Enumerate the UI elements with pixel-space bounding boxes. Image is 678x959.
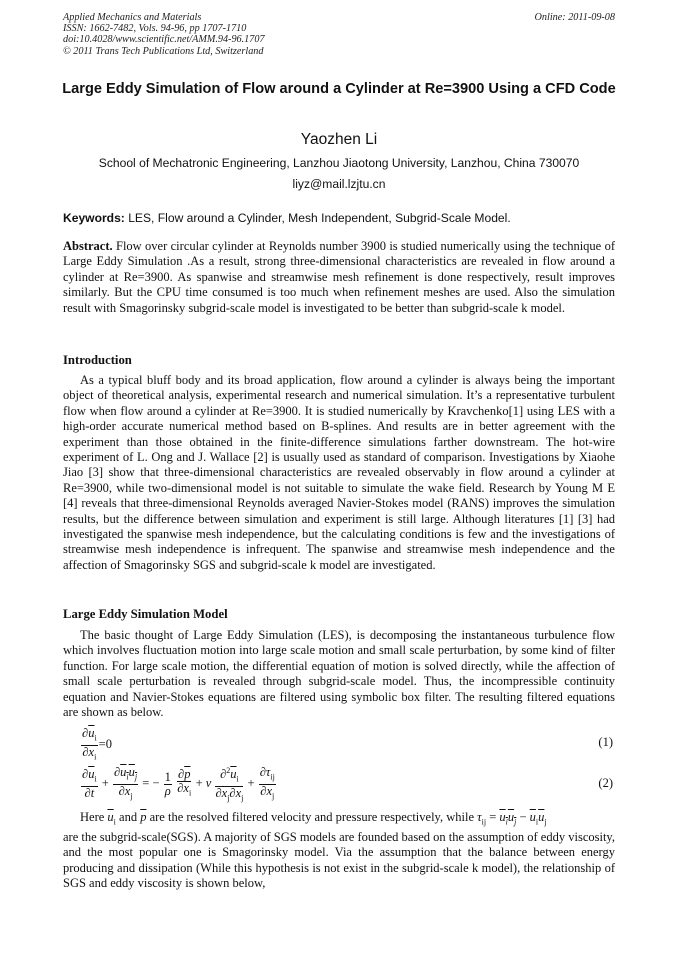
equation-number-1: (1) (598, 735, 613, 749)
author-name: Yaozhen Li (300, 131, 378, 148)
eq1-rhs: =0 (98, 736, 112, 751)
after-equations-first-line: Here $\overline{u}_i$ and $\overline{p}$ are the resolved filtered velocity and pressure respectively, while $\tau_{ij} = u_iu_j - \overline{u}_i\overline{u}_j$ (80, 810, 547, 827)
section-heading-les-model: Large Eddy Simulation Model (63, 607, 228, 621)
introduction-paragraph: As a typical bluff body and its broad application, flow around a cylinder is always being the important object of theoretical analysis, experimental research and numerical simulation. It’s a representative turbulent flow when flow around a cylinder at Re=3900. It is studied numerically by Kravchenko[1] using LES with a high-order accurate numerical method based on B-splines. And results are in better agreement with the experiment than those obtained in the finite-difference simulations farther downstream. The hot-wire experiment of L. Ong and J. Wallace [2] is usually used as standard of comparison. Investigations by Xiaohe Jiao [3] show that three-dimensional characteristics are revealed observably in flow around a cylinder at Re=3900, while two-dimensional model is not suitable to simulate the wake field. Research by Young M E [4] reveals that three-dimensional Reynolds averaged Navier-Stokes model (RANS) improves the simulation results, but the difference between simulation and experiment is still large. Although literatures [1] [3] had investigated the spanwise mesh independence, but the calculating conditions is few and the investigations of streamwise mesh independence is infrequent. The spanwise and streamwise mesh independence and the affection of Smagorinsky SGS and subgrid-scale k model are investigated. (63, 373, 615, 572)
after-equations-body (63, 810, 615, 892)
section-heading-introduction: Introduction (63, 353, 132, 367)
abstract (63, 239, 615, 316)
abstract-label: Abstract. (63, 239, 113, 253)
affiliation: School of Mechatronic Engineering, Lanzhou Jiaotong University, Lanzhou, China 730070 (98, 156, 580, 170)
equation-continuity: $\frac{\partial\overline{u}_i}{\partial x_i}$ =0 (82, 726, 112, 761)
journal-header (63, 12, 615, 57)
introduction-body (63, 373, 615, 573)
equation-number-2: (2) (598, 776, 613, 790)
abstract-text: Flow over circular cylinder at Reynolds number 3900 is studied numerically using the technique of Large Eddy Simulation .As a result, strong three-dimensional characteristics are revealed in flow around a cylinder at Re=3900. As spanwise and streamwise mesh refinement is done respectively, result improves similarly. But the CPU time consumed is too much when refinement meshes are used. Also the simulation result with Smagorinsky subgrid-scale model is investigated to be better than subgrid-scale k model. (63, 239, 615, 315)
keywords (63, 211, 615, 225)
online-date: Online: 2011-09-08 (534, 12, 615, 23)
issn-line: ISSN: 1662-7482, Vols. 94-96, pp 1707-1710 (63, 23, 247, 35)
les-model-paragraph: The basic thought of Large Eddy Simulation (LES), is decomposing the instantaneous turbulence flow which involves fluctuation motion into large scale motion and small scale perturbation, by some kind of filter function. For large scale motion, the differential equation of motion is solved directly, while the affection of small scale perturbation is revealed through subgrid-scale model. Thus, the incompressible continuity equation and Navier-Stokes equations are filtered using symbolic box filter. The resulting filtered equations are shown as below. (63, 628, 615, 720)
keywords-label: Keywords: (63, 211, 125, 225)
paper-title: Large Eddy Simulation of Flow around a Cylinder at Re=3900 Using a CFD Code (62, 81, 616, 97)
les-model-body (63, 628, 615, 720)
copyright-line: © 2011 Trans Tech Publications Ltd, Switzerland (63, 45, 264, 57)
author-email: liyz@mail.lzjtu.cn (292, 177, 386, 191)
journal-name: Applied Mechanics and Materials (63, 12, 202, 23)
equation-navier-stokes: $\frac{\partial\overline{u}_i}{\partial t}$ + $\frac{\partial u_iu_j}{\partial x_j}$ = − $\frac{1}{\rho}$ $\frac{\partial\overline{p}}{\partial x_i}$ + ν $\frac{\partial^2\overline{u}_i}{\partial x_j\partial x_j}$ + $\frac{\partial\tau_{ij}}{\partial x_j}$ (82, 765, 275, 803)
after-equations-paragraph: are the subgrid-scale(SGS). A majority of SGS models are founded based on the assumption of eddy viscosity, and the most popular one is Smagorinsky model. Via the assumption that the balance between energy producing and dissipation (While this hypothesis is not exist in the subgrid-scale k model), the relationship of SGS and eddy viscosity is shown below, (63, 829, 615, 891)
doi-line: doi:10.4028/www.scientific.net/AMM.94-96.1707 (63, 34, 265, 46)
keywords-text: LES, Flow around a Cylinder, Mesh Independent, Subgrid-Scale Model. (124, 211, 511, 225)
